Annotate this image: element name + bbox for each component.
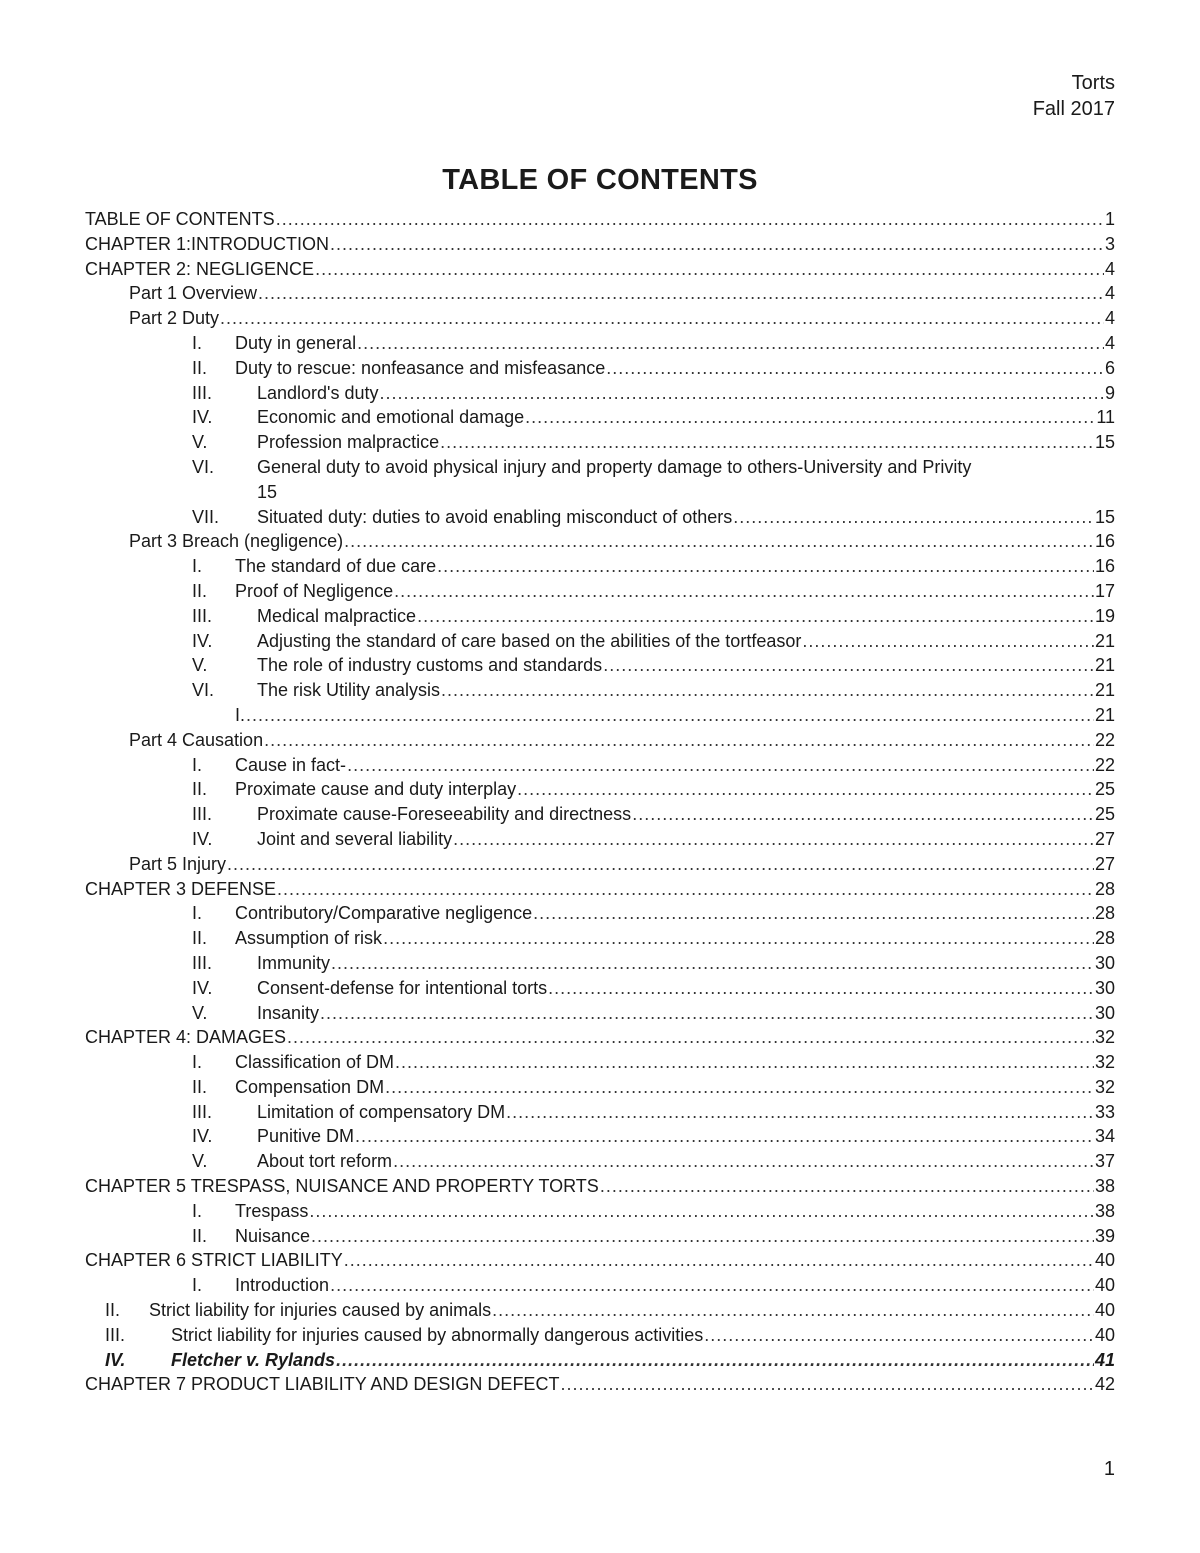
toc-entry-page: 32 <box>1094 1076 1115 1097</box>
toc-entry[interactable] <box>85 1174 1115 1199</box>
dot-leader <box>600 1174 1094 1199</box>
toc-entry[interactable] <box>85 629 1115 654</box>
toc-entry-page: 42 <box>1094 1374 1115 1395</box>
dot-leader <box>330 1273 1094 1298</box>
toc-entry-number: IV. <box>192 828 213 849</box>
toc-entry-page: 21 <box>1094 655 1115 676</box>
toc-entry-title[interactable]: Strict liability for injuries caused by animals <box>149 1300 492 1321</box>
toc-entry-title[interactable]: Economic and emotional damage <box>257 407 525 428</box>
toc-entry-number: I. <box>192 1200 203 1221</box>
toc-entry[interactable] <box>85 976 1115 1001</box>
toc-entry-number: III. <box>192 952 213 973</box>
dot-leader <box>394 579 1094 604</box>
toc-entry-title[interactable]: CHAPTER 6 STRICT LIABILITY <box>85 1250 343 1271</box>
toc-entry-number: II. <box>105 1300 121 1321</box>
toc-entry-page: 25 <box>1094 804 1115 825</box>
toc-entry[interactable] <box>85 257 1115 282</box>
toc-entry-page: 39 <box>1094 1225 1115 1246</box>
toc-entry-page: 40 <box>1094 1250 1115 1271</box>
toc-entry-page: 40 <box>1094 1324 1115 1345</box>
toc-entry-number: V. <box>192 1002 208 1023</box>
toc-entry-title[interactable]: Consent-defense for intentional torts <box>257 977 548 998</box>
toc-entry-title[interactable]: Proof of Negligence <box>235 580 394 601</box>
dot-leader <box>347 753 1094 778</box>
toc-entry-title[interactable]: Proximate cause-Foreseeability and directness <box>257 804 632 825</box>
toc-entry-title[interactable]: Situated duty: duties to avoid enabling misconduct of others <box>257 506 733 527</box>
toc-entry-title[interactable]: Profession malpractice <box>257 432 440 453</box>
dot-leader <box>704 1323 1094 1348</box>
dot-leader <box>440 430 1094 455</box>
toc-entry-page: 38 <box>1094 1176 1115 1197</box>
toc-entry[interactable] <box>85 1348 1115 1373</box>
toc-entry[interactable] <box>85 1025 1115 1050</box>
toc-entry-number: III. <box>192 382 213 403</box>
toc-entry-title[interactable]: Fletcher v. Rylands <box>171 1349 336 1370</box>
dot-leader <box>258 281 1104 306</box>
dot-leader <box>336 1348 1094 1373</box>
toc-entry[interactable] <box>85 827 1115 852</box>
dot-leader <box>246 703 1094 728</box>
toc-entry-number: IV. <box>192 630 213 651</box>
dot-leader <box>560 1372 1094 1397</box>
dot-leader <box>277 877 1094 902</box>
toc-entry-page: 30 <box>1094 1002 1115 1023</box>
toc-entry[interactable] <box>85 802 1115 827</box>
toc-entry-title[interactable]: Part 4 Causation <box>129 729 264 750</box>
dot-leader <box>276 207 1104 232</box>
dot-leader <box>733 505 1094 530</box>
toc-entry-title[interactable]: Limitation of compensatory DM <box>257 1101 506 1122</box>
toc-entry-page: 21 <box>1094 630 1115 651</box>
dot-leader <box>320 1001 1094 1026</box>
toc-entry-title[interactable]: The standard of due care <box>235 556 437 577</box>
toc-entry[interactable] <box>85 356 1115 381</box>
toc-entry-page: 4 <box>1104 308 1115 329</box>
toc-entry[interactable] <box>85 529 1115 554</box>
toc-entry-page: 28 <box>1094 878 1115 899</box>
toc-entry-page: 33 <box>1094 1101 1115 1122</box>
toc-entry-title[interactable]: Immunity <box>257 952 331 973</box>
toc-entry-title[interactable]: Contributory/Comparative negligence <box>235 903 533 924</box>
toc-entry-page: 38 <box>1094 1200 1115 1221</box>
toc-entry-title[interactable]: Part 2 Duty <box>129 308 220 329</box>
toc-entry[interactable] <box>85 281 1115 306</box>
toc-entry-title[interactable]: TABLE OF CONTENTS <box>85 209 275 229</box>
toc-entry[interactable] <box>85 678 1115 703</box>
toc-entry-number: III. <box>105 1324 126 1345</box>
toc-entry-number: II. <box>192 779 208 800</box>
table-of-contents <box>85 207 1115 1397</box>
toc-entry-number: II. <box>192 1225 208 1246</box>
toc-entry-title[interactable]: Proximate cause and duty interplay <box>235 779 517 800</box>
dot-leader <box>533 901 1094 926</box>
dot-leader <box>393 1149 1094 1174</box>
dot-leader <box>227 852 1094 877</box>
toc-entry[interactable] <box>85 1248 1115 1273</box>
toc-entry[interactable] <box>85 232 1115 257</box>
toc-entry[interactable] <box>85 1149 1115 1174</box>
toc-entry-number: IV. <box>192 977 213 998</box>
toc-entry-title[interactable]: Insanity <box>257 1002 320 1023</box>
toc-entry[interactable] <box>85 901 1115 926</box>
dot-leader <box>309 1199 1094 1224</box>
toc-entry-title[interactable]: The role of industry customs and standards <box>257 655 603 676</box>
toc-entry-number: I. <box>192 1275 203 1296</box>
toc-entry-title[interactable]: Nuisance <box>235 1225 311 1246</box>
dot-leader <box>220 306 1104 331</box>
toc-entry-title[interactable]: The risk Utility analysis <box>257 680 441 701</box>
toc-entry-title[interactable]: Joint and several liability <box>257 828 453 849</box>
dot-leader <box>802 629 1094 654</box>
toc-entry[interactable] <box>85 653 1115 678</box>
toc-entry-title[interactable]: Classification of DM <box>235 1052 395 1073</box>
toc-entry-page: 34 <box>1094 1126 1115 1147</box>
page-number: 1 <box>1103 1458 1115 1480</box>
toc-entry-page: 15 <box>1094 432 1115 453</box>
toc-entry[interactable] <box>85 331 1115 356</box>
toc-entry[interactable] <box>85 1075 1115 1100</box>
toc-entry[interactable] <box>85 1001 1115 1026</box>
toc-entry-title[interactable]: Medical malpractice <box>257 605 417 626</box>
toc-entry-page: 16 <box>1094 556 1115 577</box>
toc-entry-page: 21 <box>1094 680 1115 701</box>
toc-entry-title[interactable]: Trespass <box>235 1200 309 1221</box>
toc-entry-page: 22 <box>1094 729 1115 750</box>
toc-entry-page: 32 <box>1094 1027 1115 1048</box>
toc-entry-number: V. <box>192 432 208 453</box>
dot-leader <box>517 777 1094 802</box>
toc-entry-page: 32 <box>1094 1052 1115 1073</box>
dot-leader <box>385 1075 1094 1100</box>
toc-entry-page: 11 <box>1096 407 1115 428</box>
toc-entry-title[interactable]: Duty in general <box>235 332 357 353</box>
toc-entry-page: 40 <box>1094 1300 1115 1321</box>
toc-entry-title[interactable]: Cause in fact- <box>235 754 347 775</box>
dot-leader <box>395 1050 1094 1075</box>
toc-entry-page: 9 <box>1104 382 1115 403</box>
toc-entry-number: VI. <box>192 456 215 477</box>
toc-entry[interactable] <box>85 877 1115 902</box>
dot-leader <box>506 1100 1094 1125</box>
toc-entry-number: VII. <box>192 506 220 527</box>
toc-entry-page: 37 <box>1094 1151 1115 1172</box>
toc-entry-title[interactable]: Landlord's duty <box>257 382 379 403</box>
toc-entry[interactable] <box>85 554 1115 579</box>
toc-entry[interactable] <box>85 306 1115 331</box>
dot-leader <box>311 1224 1094 1249</box>
toc-entry-page: 27 <box>1094 828 1115 849</box>
toc-entry[interactable] <box>85 951 1115 976</box>
toc-entry-page: 19 <box>1094 605 1115 626</box>
toc-entry-page: 28 <box>1094 928 1115 949</box>
toc-entry-number: II. <box>192 1076 208 1097</box>
toc-entry-number: IV. <box>105 1349 126 1370</box>
toc-entry-number: II. <box>192 580 208 601</box>
toc-entry-title[interactable]: Punitive DM <box>257 1126 355 1147</box>
toc-entry-page: 21 <box>1094 704 1115 725</box>
dot-leader <box>355 1124 1094 1149</box>
dot-leader <box>383 926 1094 951</box>
toc-entry[interactable] <box>85 852 1115 877</box>
toc-entry-title[interactable]: CHAPTER 3 DEFENSE <box>85 878 277 899</box>
dot-leader <box>344 529 1094 554</box>
toc-entry[interactable] <box>85 1273 1115 1298</box>
toc-entry[interactable] <box>85 1100 1115 1125</box>
toc-entry[interactable] <box>85 604 1115 629</box>
toc-entry-page: 3 <box>1104 233 1115 254</box>
toc-entry-number: I. <box>192 556 203 577</box>
toc-entry-title[interactable]: I. <box>235 704 246 725</box>
toc-entry-page: 4 <box>1104 332 1115 353</box>
toc-entry-page: 6 <box>1104 357 1115 378</box>
toc-entry-number: I. <box>192 1052 203 1073</box>
toc-entry-number: II. <box>192 928 208 949</box>
toc-entry-title[interactable]: Compensation DM <box>235 1076 385 1097</box>
toc-entry-page: 4 <box>1104 258 1115 279</box>
dot-leader <box>525 405 1095 430</box>
toc-entry-number: I. <box>192 754 203 775</box>
toc-entry[interactable] <box>85 505 1115 530</box>
toc-entry-page: 41 <box>1094 1349 1115 1370</box>
toc-entry-title[interactable]: Part 1 Overview <box>129 283 258 304</box>
toc-entry-number: IV. <box>192 1126 213 1147</box>
toc-entry[interactable] <box>85 1323 1115 1348</box>
toc-entry-title[interactable]: Duty to rescue: nonfeasance and misfeasance <box>235 357 606 378</box>
toc-entry[interactable] <box>85 1372 1115 1397</box>
toc-entry-title[interactable]: Strict liability for injuries caused by abnormally dangerous activities <box>171 1324 704 1345</box>
toc-entry[interactable] <box>85 926 1115 951</box>
toc-entry[interactable] <box>85 703 1115 728</box>
toc-entry-page: 4 <box>1104 283 1115 304</box>
toc-entry[interactable] <box>85 455 1115 505</box>
toc-entry-page: 16 <box>1094 531 1115 552</box>
toc-entry[interactable] <box>85 1050 1115 1075</box>
toc-entry-page: 28 <box>1094 903 1115 924</box>
toc-entry-title[interactable]: Adjusting the standard of care based on the abilities of the tortfeasor <box>257 630 802 651</box>
toc-entry-number: II. <box>192 357 208 378</box>
dot-leader <box>437 554 1094 579</box>
toc-entry-title[interactable]: Introduction <box>235 1275 330 1296</box>
toc-entry[interactable] <box>85 777 1115 802</box>
toc-entry[interactable] <box>85 405 1115 430</box>
toc-entry-page: 22 <box>1094 754 1115 775</box>
toc-entry-number: VI. <box>192 680 215 701</box>
dot-leader <box>606 356 1104 381</box>
toc-entry-page: 30 <box>1094 977 1115 998</box>
toc-entry-title[interactable]: CHAPTER 7 PRODUCT LIABILITY AND DESIGN DEFECT <box>85 1374 560 1395</box>
toc-entry[interactable] <box>85 381 1115 406</box>
dot-leader <box>357 331 1104 356</box>
toc-entry[interactable] <box>85 1298 1115 1323</box>
dot-leader <box>441 678 1094 703</box>
toc-entry-title[interactable]: CHAPTER 2: NEGLIGENCE <box>85 258 315 279</box>
toc-entry-title[interactable]: CHAPTER 5 TRESPASS, NUISANCE AND PROPERTY TORTS <box>85 1176 599 1197</box>
toc-entry-title[interactable]: Part 5 Injury <box>129 853 227 874</box>
dot-leader <box>264 728 1094 753</box>
toc-entry-page: 40 <box>1094 1275 1115 1296</box>
toc-entry-number: III. <box>192 605 213 626</box>
toc-entry[interactable] <box>85 1199 1115 1224</box>
toc-entry[interactable] <box>85 207 1115 232</box>
toc-entry-number: V. <box>192 1151 208 1172</box>
toc-entry-number: I. <box>192 903 203 924</box>
toc-entry-page: 15 <box>257 481 278 502</box>
dot-leader <box>315 257 1104 282</box>
dot-leader <box>417 604 1094 629</box>
page-title: TABLE OF CONTENTS <box>442 164 758 196</box>
toc-entry-number: IV. <box>192 407 213 428</box>
toc-entry-page: 15 <box>1094 506 1115 527</box>
toc-entry-title[interactable]: Part 3 Breach (negligence) <box>129 531 344 552</box>
dot-leader <box>453 827 1094 852</box>
dot-leader <box>331 951 1094 976</box>
toc-entry[interactable] <box>85 579 1115 604</box>
toc-entry-page: 25 <box>1094 779 1115 800</box>
toc-entry-number: III. <box>192 804 213 825</box>
toc-entry-title[interactable]: CHAPTER 4: DAMAGES <box>85 1027 287 1048</box>
toc-entry[interactable] <box>85 753 1115 778</box>
toc-entry-page: 27 <box>1094 853 1115 874</box>
header-term: Fall 2017 <box>1032 98 1115 120</box>
toc-entry-number: V. <box>192 655 208 676</box>
toc-entry-page: 30 <box>1094 952 1115 973</box>
dot-leader <box>492 1298 1094 1323</box>
running-header <box>1033 70 1115 122</box>
toc-entry-title[interactable]: General duty to avoid physical injury and property damage to others-University and Privity <box>257 456 972 477</box>
dot-leader <box>380 381 1104 406</box>
toc-entry[interactable] <box>85 430 1115 455</box>
dot-leader <box>548 976 1094 1001</box>
dot-leader <box>287 1025 1094 1050</box>
toc-entry-title[interactable]: Assumption of risk <box>235 928 383 949</box>
dot-leader <box>603 653 1094 678</box>
toc-entry-number: III. <box>192 1101 213 1122</box>
toc-entry-page: 1 <box>1104 209 1115 229</box>
toc-entry-number: I. <box>192 332 203 353</box>
toc-entry[interactable] <box>85 1124 1115 1149</box>
toc-entry-title[interactable]: CHAPTER 1:INTRODUCTION <box>85 233 330 254</box>
header-course: Torts <box>1071 72 1115 94</box>
toc-entry-title[interactable]: About tort reform <box>257 1151 393 1172</box>
dot-leader <box>344 1248 1094 1273</box>
dot-leader <box>330 232 1104 257</box>
dot-leader <box>632 802 1094 827</box>
toc-entry-page: 17 <box>1094 580 1115 601</box>
toc-entry[interactable] <box>85 1224 1115 1249</box>
toc-entry[interactable] <box>85 728 1115 753</box>
